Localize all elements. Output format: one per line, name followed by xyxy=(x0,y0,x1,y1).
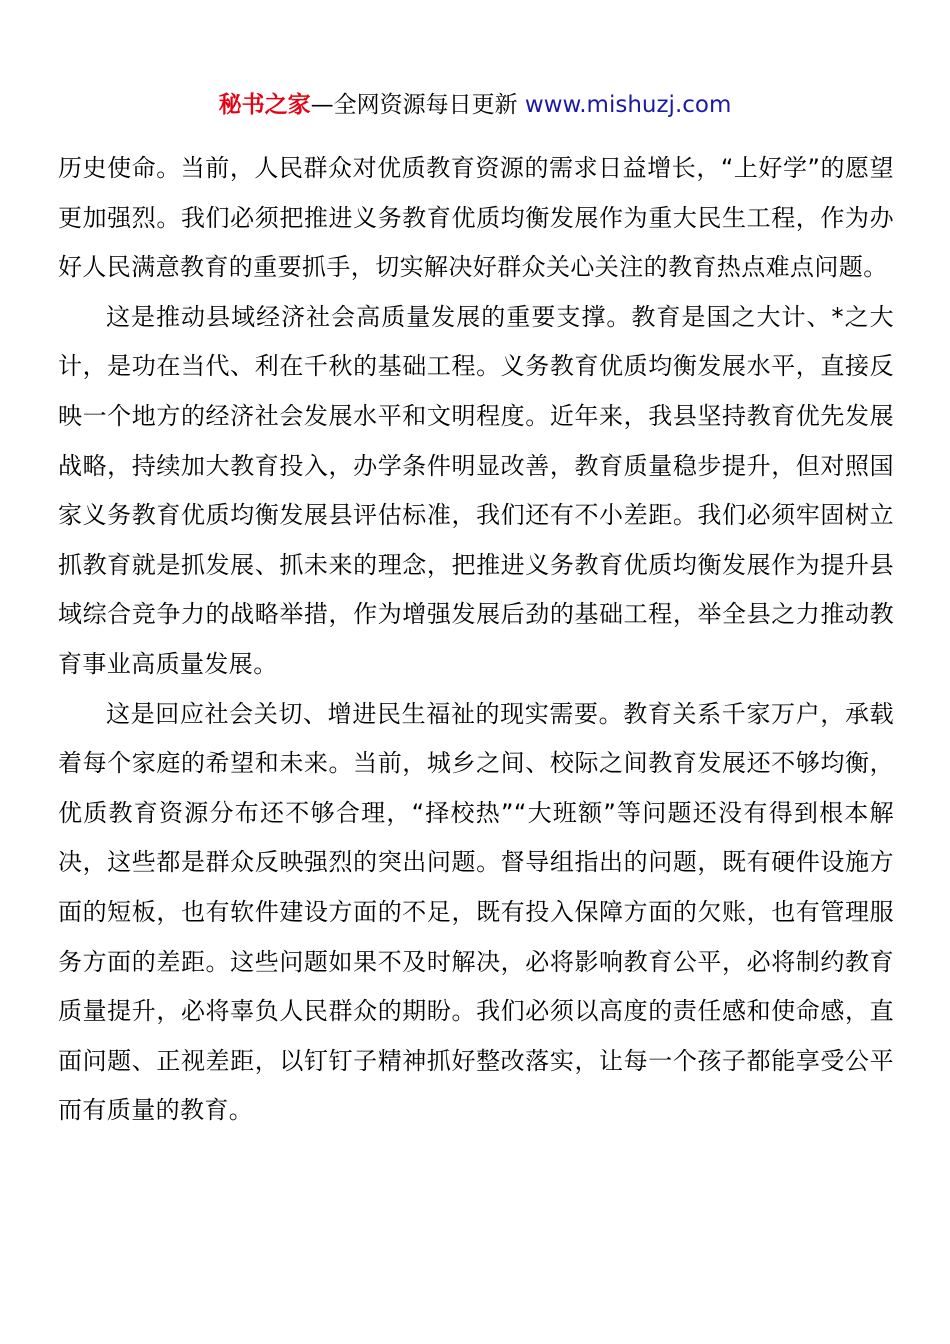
brand-name: 秘书之家 xyxy=(218,92,311,118)
site-header xyxy=(0,88,950,122)
document-body xyxy=(58,144,894,1136)
paragraph-continuation: 历史使命。当前，人民群众对优质教育资源的需求日益增长，“上好学”的愿望更加强烈。我们必须把推进义务教育优质均衡发展作为重大民生工程，作为办好人民满意教育的重要抓手，切实解决好群众关心关注的教育热点难点问题。 xyxy=(58,154,894,282)
header-slogan: —全网资源每日更新 xyxy=(310,92,525,118)
site-url-link[interactable]: www.mishuzj.com xyxy=(524,92,732,118)
paragraph-social-concern: 这是回应社会关切、增进民生福祉的现实需要。教育关系千家万户，承载着每个家庭的希望和未来。当前，城乡之间、校际之间教育发展还不够均衡，优质教育资源分布还不够合理，“择校热”“大班额”等问题还没有得到根本解决，这些都是群众反映强烈的突出问题。督导组指出的问题，既有硬件设施方面的短板，也有软件建设方面的不足，既有投入保障方面的欠账，也有管理服务方面的差距。这些问题如果不及时解决，必将影响教育公平，必将制约教育质量提升，必将辜负人民群众的期盼。我们必须以高度的责任感和使命感，直面问题、正视差距，以钉钉子精神抓好整改落实，让每一个孩子都能享受公平而有质量的教育。 xyxy=(58,699,894,1125)
paragraph-economic-support: 这是推动县域经济社会高质量发展的重要支撑。教育是国之大计、*之大计，是功在当代、利在千秋的基础工程。义务教育优质均衡发展水平，直接反映一个地方的经济社会发展水平和文明程度。近年来，我县坚持教育优先发展战略，持续加大教育投入，办学条件明显改善，教育质量稳步提升，但对照国家义务教育优质均衡发展县评估标准，我们还有不小差距。我们必须牢固树立抓教育就是抓发展、抓未来的理念，把推进义务教育优质均衡发展作为提升县域综合竞争力的战略举措，作为增强发展后劲的基础工程，举全县之力推动教育事业高质量发展。 xyxy=(58,302,894,678)
